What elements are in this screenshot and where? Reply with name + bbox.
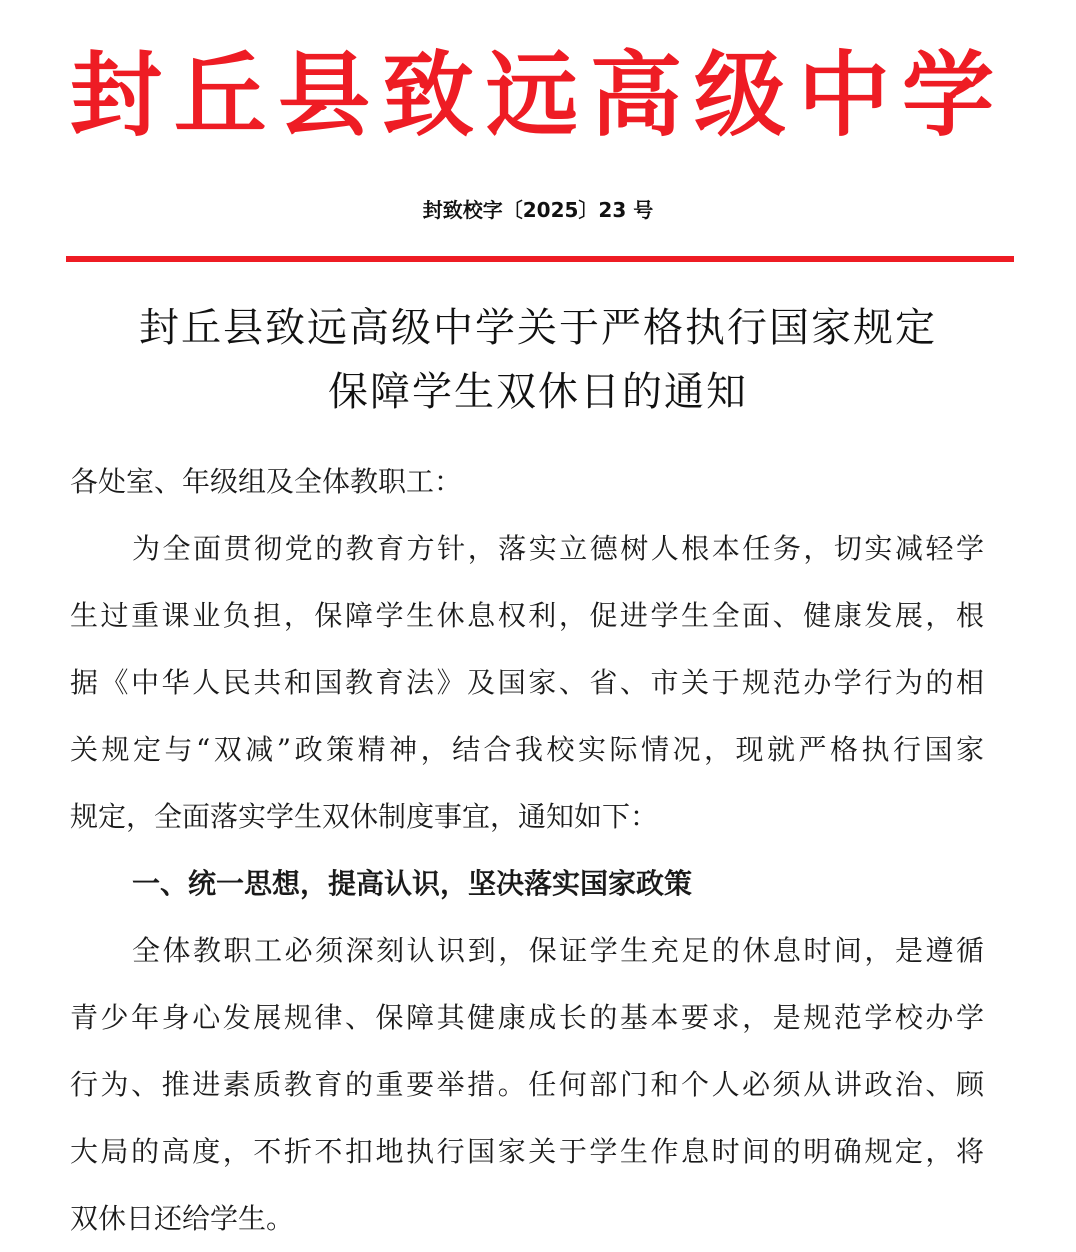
paragraph-line: 关规定与“双减”政策精神，结合我校实际情况，现就严格执行国家 bbox=[70, 733, 984, 766]
paragraph-line: 全体教职工必须深刻认识到，保证学生充足的休息时间，是遵循 bbox=[132, 934, 984, 967]
paragraph-line: 生过重课业负担，保障学生休息权利，促进学生全面、健康发展，根 bbox=[70, 599, 984, 632]
paragraph-line: 大局的高度，不折不扣地执行国家关于学生作息时间的明确规定，将 bbox=[70, 1135, 984, 1168]
notice-title-line-1: 封丘县致远高级中学关于严格执行国家规定 bbox=[139, 305, 937, 351]
masthead-school-name: 封丘县致远高级中学 bbox=[69, 41, 1006, 149]
red-divider-line bbox=[66, 256, 1014, 262]
salutation: 各处室、年级组及全体教职工： bbox=[70, 465, 463, 498]
paragraph-line: 为全面贯彻党的教育方针，落实立德树人根本任务，切实减轻学 bbox=[132, 532, 984, 565]
paragraph-line: 双休日还给学生。 bbox=[70, 1202, 295, 1235]
paragraph-line: 据《中华人民共和国教育法》及国家、省、市关于规范办学行为的相 bbox=[70, 666, 984, 699]
section-heading: 一、统一思想，提高认识，坚决落实国家政策 bbox=[132, 867, 693, 900]
paragraph-intro bbox=[70, 515, 984, 850]
notice-title-line-2: 保障学生双休日的通知 bbox=[328, 369, 748, 415]
paragraph-line: 行为、推进素质教育的重要举措。任何部门和个人必须从讲政治、顾 bbox=[70, 1068, 984, 1101]
paragraph-line: 青少年身心发展规律、保障其健康成长的基本要求，是规范学校办学 bbox=[70, 1001, 984, 1034]
paragraph-line: 规定，全面落实学生双休制度事宜，通知如下： bbox=[70, 800, 659, 833]
notice-body bbox=[70, 448, 984, 1252]
paragraph-section-1 bbox=[70, 917, 984, 1252]
document-number: 封致校字〔2025〕23 号 bbox=[422, 198, 654, 222]
notice-title bbox=[40, 296, 1036, 424]
